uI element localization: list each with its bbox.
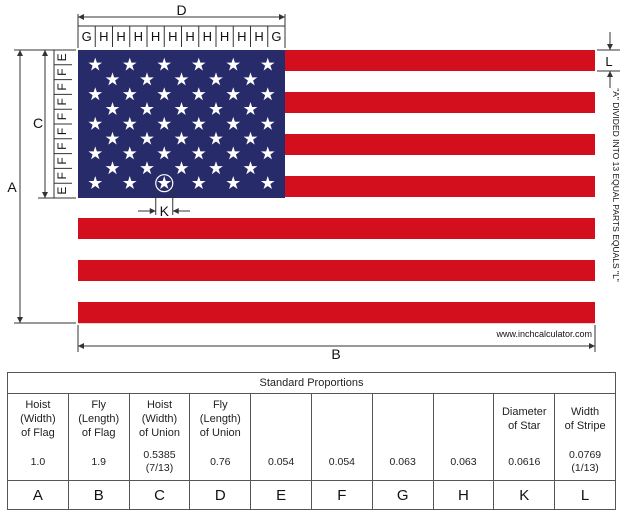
value-line: 0.054 — [328, 455, 356, 468]
value-line: 1.9 — [91, 455, 106, 468]
header-line: of Stripe — [564, 420, 606, 432]
union-canton — [78, 50, 285, 198]
table-header-cell — [251, 394, 312, 445]
value-line: 0.0769 — [569, 449, 602, 461]
table-letter-cell: C — [129, 481, 190, 510]
table-header-cell — [129, 394, 190, 445]
table-value-cell — [68, 444, 129, 481]
dimension-label-g: G — [271, 29, 282, 44]
table-letter-cell: E — [251, 481, 312, 510]
dimension-label-d: D — [176, 2, 187, 18]
dimension-label-h: H — [99, 29, 109, 44]
table-value-cell — [433, 444, 494, 481]
table-value-cell — [555, 444, 616, 481]
header-line: Hoist — [146, 399, 173, 411]
table-value-cell — [494, 444, 555, 481]
dimension-label-h: H — [168, 29, 178, 44]
header-line: (Length) — [78, 413, 120, 425]
table-letter-cell: F — [311, 481, 372, 510]
table-letter-cell: H — [433, 481, 494, 510]
stripe — [78, 302, 595, 323]
header-line: Diameter — [501, 406, 547, 418]
dimension-label-h: H — [116, 29, 126, 44]
table-header-cell — [555, 394, 616, 445]
value-line: 0.063 — [389, 455, 416, 468]
value-line: 0.054 — [267, 455, 295, 468]
header-line: of Flag — [21, 427, 55, 439]
table-header-cell — [372, 394, 433, 445]
header-line: Hoist — [25, 399, 51, 411]
dimension-label-f: F — [55, 68, 69, 76]
value-line: 0.5385 — [143, 449, 176, 461]
table-letter-cell: G — [372, 481, 433, 510]
header-line: (Width) — [141, 413, 178, 425]
dimension-label-h: H — [185, 29, 195, 44]
table-letter-cell: K — [494, 481, 555, 510]
stripe — [78, 218, 595, 239]
header-line: of Star — [508, 420, 541, 432]
dimension-label-b: B — [331, 346, 341, 362]
table-title: Standard Proportions — [8, 373, 616, 394]
value-line: 1.0 — [30, 455, 46, 468]
dimension-label-h: H — [219, 29, 230, 44]
value-line: 0.0616 — [508, 455, 541, 468]
table-value-cell — [129, 444, 190, 481]
table-value-cell — [8, 444, 69, 481]
dimension-label-f: F — [55, 98, 69, 106]
table-header-cell — [190, 394, 251, 445]
table-header-cell — [8, 394, 69, 445]
dimension-label-f: F — [55, 157, 69, 165]
table-value-cell — [251, 444, 312, 481]
standard-proportions-table — [7, 372, 616, 510]
stripe — [78, 260, 595, 281]
table-letter-cell: L — [555, 481, 616, 510]
table-value-cell — [190, 444, 251, 481]
header-line: (Width) — [20, 413, 56, 425]
table-value-cell — [372, 444, 433, 481]
dimension-label-e: E — [55, 186, 69, 195]
table-header-cell — [494, 394, 555, 445]
dimension-label-e: E — [55, 53, 69, 62]
dimension-label-h: H — [133, 29, 144, 44]
table-header-cell — [433, 394, 494, 445]
dimension-label-f: F — [55, 172, 69, 180]
value-line: (7/13) — [145, 462, 174, 474]
dimension-label-l: L — [605, 54, 613, 69]
dimension-label-k: K — [159, 203, 169, 219]
dimension-label-f: F — [55, 83, 69, 91]
value-line: (1/13) — [571, 462, 599, 474]
dimension-label-g: G — [81, 29, 92, 44]
table-letter-cell: D — [190, 481, 251, 510]
dimension-label-f: F — [55, 127, 69, 136]
table-letter-cell: B — [68, 481, 129, 510]
dimension-label-f: F — [55, 112, 69, 121]
table-value-cell — [311, 444, 372, 481]
dimension-label-a: A — [7, 179, 17, 195]
dimension-label-h: H — [254, 29, 264, 44]
table-header-cell — [68, 394, 129, 445]
table-letter-cell: A — [8, 481, 69, 510]
side-note-text: "A" DIVIDED INTO 13 EQUAL PARTS EQUALS "L" — [611, 88, 621, 282]
table-header-cell — [311, 394, 372, 445]
stripe — [78, 239, 595, 260]
header-line: Fly — [91, 399, 107, 411]
header-line: Width — [571, 406, 600, 418]
stripe — [78, 281, 595, 302]
dimension-label-h: H — [237, 29, 247, 44]
dimension-label-c: C — [32, 115, 44, 131]
dimension-label-h: H — [150, 29, 161, 44]
value-line: 0.063 — [450, 455, 477, 468]
header-line: of Flag — [81, 427, 116, 439]
header-line: (Length) — [199, 413, 241, 425]
header-line: of Union — [199, 427, 241, 439]
dimension-label-f: F — [55, 142, 69, 150]
watermark-text: www.inchcalculator.com — [496, 329, 592, 339]
dimension-label-h: H — [202, 29, 213, 44]
header-line: of Union — [139, 427, 180, 439]
value-line: 0.76 — [210, 455, 231, 468]
header-line: Fly — [212, 399, 228, 411]
